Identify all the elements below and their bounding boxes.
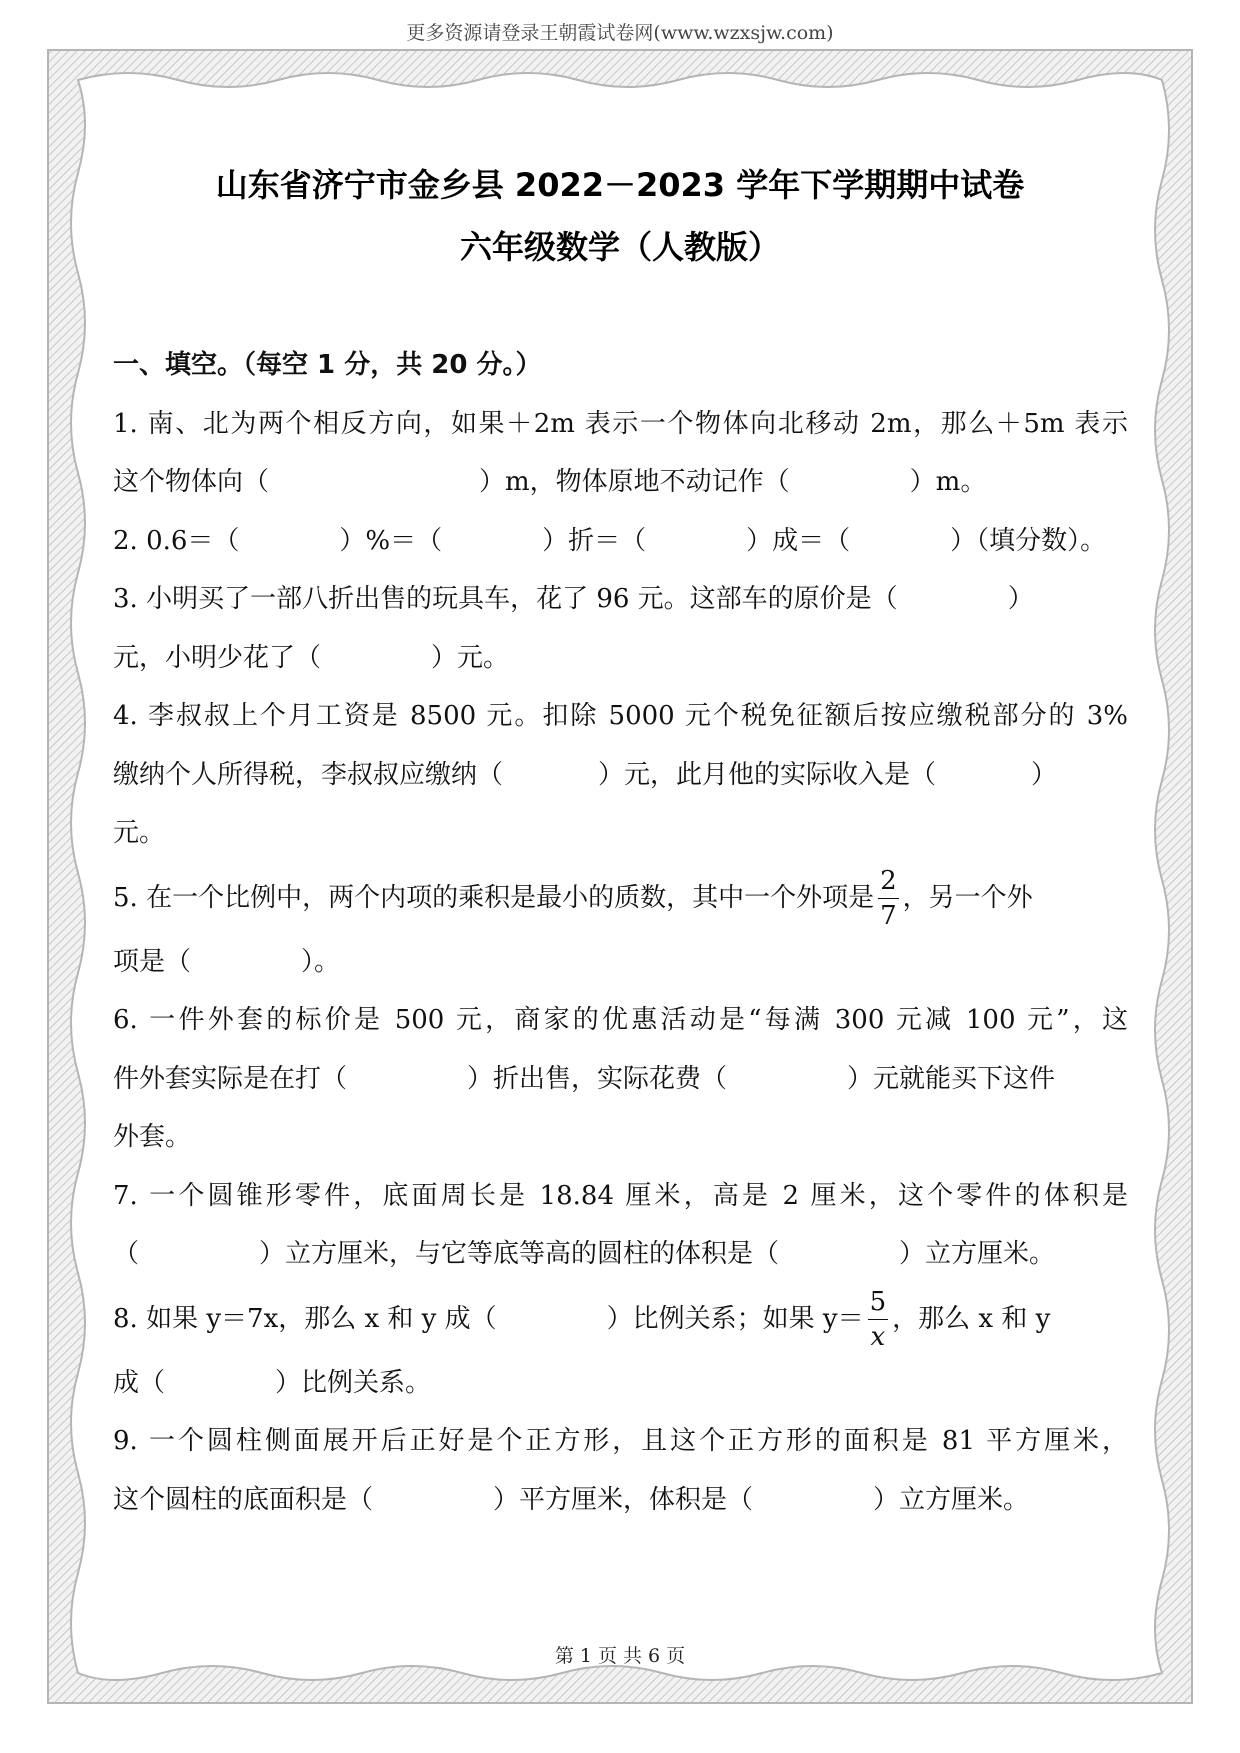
fraction-two-sevenths [878, 868, 899, 929]
q4-text-b: ）元，此月他的实际收入是（ [598, 759, 937, 790]
question-6-line-1: 6. 一件外套的标价是 500 元，商家的优惠活动是“每满 300 元减 100 元”，这 [113, 1005, 1128, 1035]
q5-text-c: 项是（ [113, 946, 192, 977]
q2-text-b: ）%＝（ [339, 525, 443, 556]
q7-text-b: ）立方厘米，与它等底等高的圆柱的体积是（ [259, 1239, 780, 1269]
q4-text-c: ） [1031, 759, 1058, 790]
q2-text-e: ）（填分数）。 [950, 525, 1107, 556]
question-8-line-2 [113, 1354, 1128, 1413]
section-heading: 一、填空。（每空 1 分，共 20 分。） [113, 350, 542, 380]
q5-text-b: ，另一个外 [902, 882, 1033, 913]
q2-text-d: ）成＝（ [746, 525, 851, 556]
q5-text-a: 5. 在一个比例中，两个内项的乘积是最小的质数，其中一个外项是 [113, 882, 875, 913]
question-1-line-2 [113, 453, 1128, 512]
question-4-line-1: 4. 李叔叔上个月工资是 8500 元。扣除 5000 元个税免征额后按应缴税部分的 3% [113, 701, 1128, 731]
question-7-line-2 [113, 1225, 1128, 1284]
q2-text-a: 2. 0.6＝（ [113, 525, 240, 556]
q1-text-a: 这个物体向（ [113, 467, 270, 497]
q9-text-c: ）立方厘米。 [873, 1484, 1030, 1515]
question-6-line-3: 外套。 [113, 1122, 192, 1152]
q9-text-b: ）平方厘米，体积是（ [493, 1484, 754, 1515]
question-4-line-3: 元。 [113, 818, 166, 848]
q1-text-c: ）m。 [909, 467, 987, 497]
q9-text-a: 这个圆柱的底面积是（ [113, 1484, 374, 1515]
q3-text-a: 3. 小明买了一部八折出售的玩具车，花了 96 元。这部车的原价是（ [113, 584, 898, 614]
q8-text-c: ，那么 x 和 y [892, 1303, 1051, 1334]
q8-text-d: 成（ [113, 1367, 166, 1398]
source-banner: 更多资源请登录王朝霞试卷网(www.wzxsjw.com) [406, 22, 834, 44]
q2-text-c: ）折＝（ [542, 525, 647, 556]
question-7-line-1: 7. 一个圆锥形零件，底面周长是 18.84 厘米，高是 2 厘米，这个零件的体积是 [113, 1180, 1128, 1211]
q8-text-a: 8. 如果 y＝7x，那么 x 和 y 成（ [113, 1303, 497, 1334]
exam-subtitle: 六年级数学（人教版） [459, 228, 780, 266]
question-3-line-2 [113, 629, 1128, 688]
fraction-denominator: 7 [880, 901, 897, 931]
page-number: 第 1 页 共 6 页 [554, 1645, 686, 1667]
q5-text-d: ）。 [301, 946, 341, 977]
question-3-line-1 [113, 570, 1128, 629]
q8-text-e: ）比例关系。 [275, 1367, 432, 1398]
question-4-line-2 [113, 746, 1128, 805]
q3-text-c: 元，小明少花了（ [113, 642, 322, 673]
exam-title: 山东省济宁市金乡县 2022－2023 学年下学期期中试卷 [215, 166, 1025, 204]
q6-text-a: 件外套实际是在打（ [113, 1063, 348, 1094]
question-1-line-1: 1. 南、北为两个相反方向，如果＋2m 表示一个物体向北移动 2m，那么＋5m 表示 [113, 408, 1128, 439]
question-9-line-2 [113, 1471, 1128, 1530]
question-9-line-1: 9. 一个圆柱侧面展开后正好是个正方形，且这个正方形的面积是 81 平方厘米， [113, 1426, 1128, 1456]
fraction-denominator: x [870, 1322, 886, 1352]
question-8-line-1 [113, 1284, 1128, 1354]
q1-text-b: ）m，物体原地不动记作（ [479, 467, 790, 497]
q3-text-b: ） [1007, 584, 1034, 614]
question-5-line-1 [113, 863, 1128, 933]
fraction-numerator: 2 [878, 868, 899, 899]
fraction-numerator: 5 [868, 1289, 889, 1320]
q7-text-a: （ [113, 1239, 140, 1269]
q7-text-c: ）立方厘米。 [899, 1239, 1056, 1269]
q3-text-d: ）元。 [431, 642, 510, 673]
q4-text-a: 缴纳个人所得税，李叔叔应缴纳（ [113, 759, 504, 790]
question-6-line-2 [113, 1050, 1128, 1109]
fraction-five-over-x [868, 1289, 889, 1350]
exam-content [113, 336, 1128, 1529]
q6-text-b: ）折出售，实际花费（ [467, 1063, 728, 1094]
question-2 [113, 512, 1128, 571]
q6-text-c: ）元就能买下这件 [847, 1063, 1056, 1094]
q8-text-b: ）比例关系；如果 y＝ [606, 1303, 864, 1334]
question-5-line-2 [113, 933, 1128, 992]
